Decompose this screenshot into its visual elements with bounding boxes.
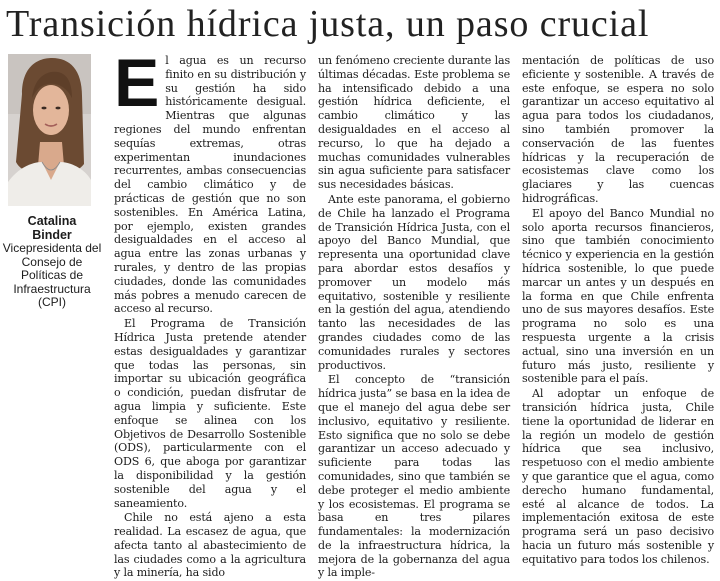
author-role: Vicepresidenta del Consejo de Políticas de Infraestructura (CPI) [2,241,102,310]
article-paragraph: Ante este panorama, el gobierno de Chile ha lanzado el Programa de Transición Hídrica Justa, con el apoyo del Banco Mundial, que representa una oportunidad clave para abordar estos desafíos y promover un modelo más equitativo, sostenible y resiliente en la gestión del agua, atendiendo tanto las necesidades de las grandes ciudades como de las comunidades rurales y sectores productivos. [318,192,510,372]
author-name-line2: Binder [32,228,72,242]
article-paragraph: Al adoptar un enfoque de transición hídrica justa, Chile tiene la oportunidad de liderar en la región un modelo de gestión hídrica que sea inclusivo, respetuoso con el medio ambiente y que garantice que el agua, como derecho humano fundamental, esté al alcance de todos. La implementación exitosa de este programa será un paso decisivo hacia un futuro más sostenible y equitativo para todos los chilenos. [522,387,714,566]
headline: Transición hídrica justa, un paso crucial [6,3,650,45]
author-portrait [8,54,91,206]
article-column-2 [318,54,510,581]
author-name-line1: Catalina [27,214,77,228]
article-paragraph: El apoyo del Banco Mundial no solo aporta recursos financieros, sino que también conocimiento técnico y experiencia en la gestión hídrica sostenible, lo que puede marcar un antes y un después en la forma en que Chile enfrenta uno de sus mayores desafíos. Este programa no solo es una respuesta urgente a la crisis actual, sino una inversión en un futuro más justo, resiliente y sostenible para el país. [522,206,714,386]
article-column-1 [114,45,306,581]
author-caption [2,214,102,310]
author-photo [8,54,91,206]
article-paragraph-continued: un fenómeno creciente durante las últimas décadas. Este problema se ha intensificado debido a una gestión hídrica deficiente, el cambio climático y las desigualdades en el acceso al recurso, lo que ha dejado a muchas comunidades vulnerables sin agua suficiente para satisfacer sus necesidades básicas. [318,54,510,192]
dropcap: E [114,45,160,121]
article-paragraph: El concepto de “transición hídrica justa” se basa en la idea de que el manejo del agua debe ser inclusivo, equitativo y resiliente. Esto significa que no solo se debe garantizar un acceso adecuado y suficiente para todas las comunidades, sino que también se debe proteger el medio ambiente y los ecosistemas. El programa se basa en tres pilares fundamentales: la modernización de la infraestructura hídrica, la mejora de la gobernanza del agua y la imple- [318,373,510,580]
article-paragraph: Chile no está ajeno a esta realidad. La escasez de agua, que afecta tanto al abastecimiento de las ciudades como a la agricultura y la minería, ha sido [114,511,306,580]
article-paragraph-continued: mentación de políticas de uso eficiente y sostenible. A través de este enfoque, se espera no solo garantizar un acceso equitativo al agua para todos los ciudadanos, sino también promover la conservación de las fuentes hídricas y la recuperación de ecosistemas clave como los glaciares y las cuencas hidrográficas. [522,54,714,205]
article-paragraph: El Programa de Transición Hídrica Justa pretende atender estas desigualdades y garantizar que todas las personas, sin importar su ubicación geográfica o condición, puedan disfrutar de agua limpia y suficiente. Este enfoque se alinea con los Objetivos de Desarrollo Sostenible (ODS), particularmente con el ODS 6, que aboga por garantizar la disponibilidad y la gestión sostenible del agua y el saneamiento. [114,317,306,510]
article-paragraph [114,45,306,316]
article-column-3 [522,54,714,567]
paragraph-text: l agua es un recurso finito en su distribución y su gestión ha sido históricamente desigual. Mientras que algunas regiones del mundo enfrentan sequías extremas, otras experimentan inundaciones recurrentes, ambas consecuencias del cambio climático y de prácticas de gestión que no son sostenibles. En América Latina, por ejemplo, existen grandes desigualdades en el acceso al agua entre las zonas urbanas y rurales, y dentro de las propias ciudades, donde las comunidades más pobres a menudo carecen de acceso al recurso. [114,54,306,316]
